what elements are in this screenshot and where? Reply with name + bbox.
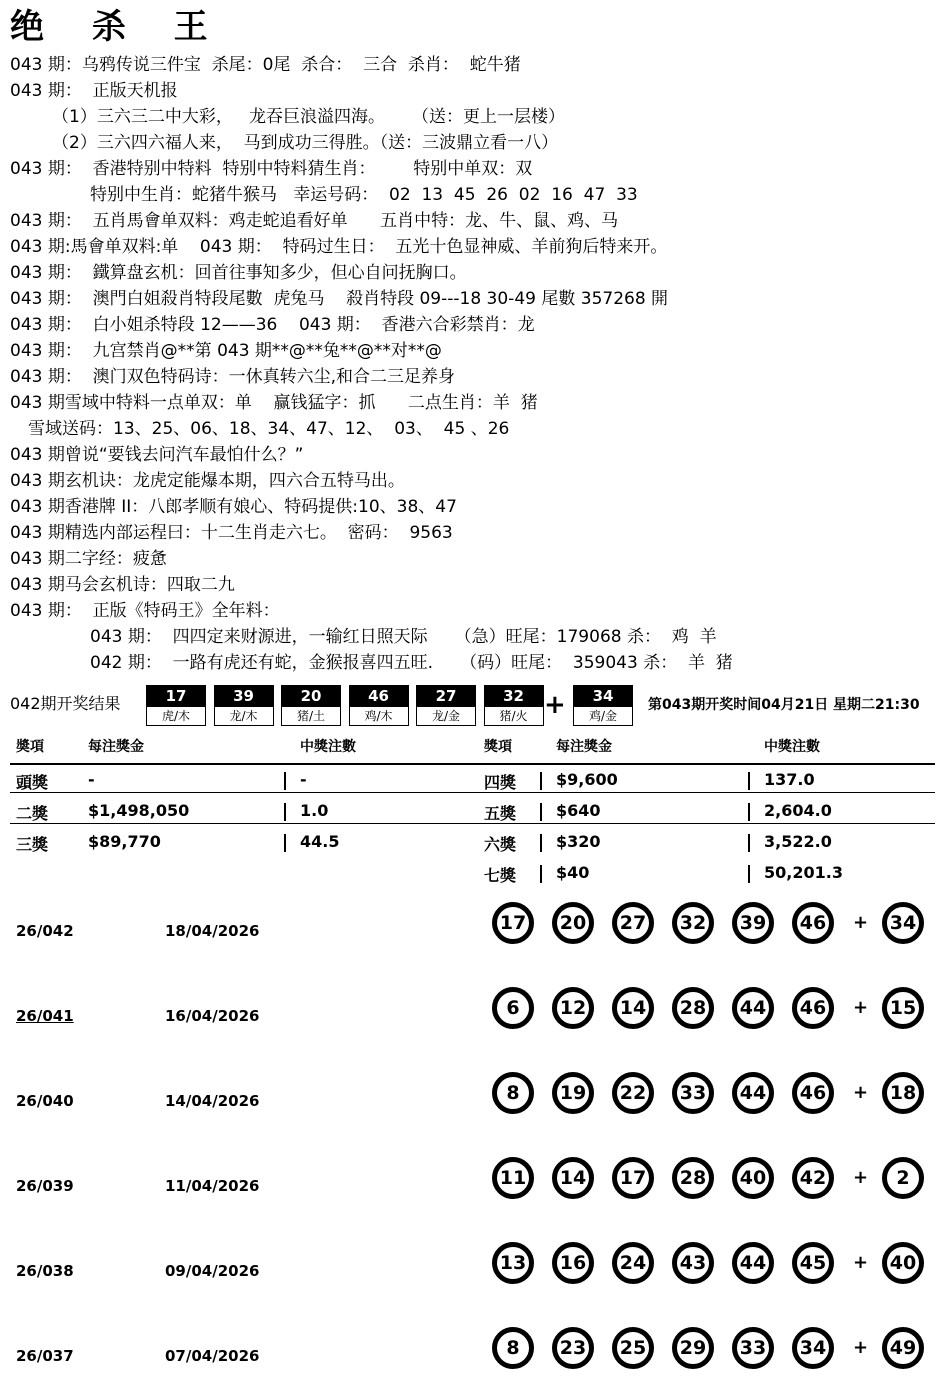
draw-period: 26/037 bbox=[16, 1347, 74, 1365]
result-ball bbox=[484, 685, 544, 727]
next-draw-info: 第043期开奖时间04月21日 星期二21:30 bbox=[648, 697, 920, 713]
text-line: 043 期：乌鸦传说三件宝 杀尾：0尾 杀合： 三合 杀肖： 蛇牛猪 bbox=[10, 55, 521, 75]
draw-period: 26/042 bbox=[16, 922, 74, 940]
draw-ball: 45 bbox=[792, 1242, 834, 1284]
prize-cell: $40 bbox=[556, 863, 590, 882]
prize-separator bbox=[284, 803, 286, 821]
text-line: 043 期： 香港特别中特料 特别中特料猜生肖： 特别中单双：双 bbox=[10, 159, 533, 179]
draw-ball: 29 bbox=[672, 1327, 714, 1369]
draw-ball: 13 bbox=[492, 1242, 534, 1284]
result-ball-zodiac: 鸡/金 bbox=[573, 707, 633, 726]
prize-separator bbox=[540, 803, 542, 821]
draw-ball: 32 bbox=[672, 902, 714, 944]
draw-special-ball: 34 bbox=[882, 902, 924, 944]
draw-ball: 14 bbox=[612, 987, 654, 1029]
prize-cell: $320 bbox=[556, 832, 601, 851]
result-ball-zodiac: 猪/土 bbox=[281, 707, 341, 726]
prize-cell: 頭獎 bbox=[16, 773, 49, 792]
draw-ball: 14 bbox=[552, 1157, 594, 1199]
draw-ball: 40 bbox=[732, 1157, 774, 1199]
text-line: 043 期雪域中特料一点单双：单 赢钱猛字：抓 二点生肖：羊 猪 bbox=[10, 393, 538, 413]
result-ball bbox=[214, 685, 274, 727]
draw-date: 09/04/2026 bbox=[165, 1262, 260, 1280]
prize-divider bbox=[10, 763, 935, 765]
prize-cell: 七獎 bbox=[484, 866, 517, 885]
draw-plus: + bbox=[853, 1167, 869, 1188]
draw-ball: 20 bbox=[552, 902, 594, 944]
draw-ball: 42 bbox=[792, 1157, 834, 1199]
draw-plus: + bbox=[853, 997, 869, 1018]
prize-cell: 五獎 bbox=[484, 804, 517, 823]
draw-plus: + bbox=[853, 1082, 869, 1103]
draw-ball: 8 bbox=[492, 1327, 534, 1369]
text-line: 043 期： 澳门双色特码诗：一休真转六尘,和合二三足养身 bbox=[10, 367, 456, 387]
prize-divider bbox=[10, 792, 935, 793]
draw-row bbox=[0, 1153, 943, 1223]
prize-cell: 50,201.3 bbox=[764, 863, 843, 882]
draw-row bbox=[0, 1068, 943, 1138]
prize-cell: 六獎 bbox=[484, 835, 517, 854]
result-ball bbox=[146, 685, 206, 727]
text-line: 042 期： 一路有虎还有蛇，金猴报喜四五旺. （码）旺尾： 359043 杀： 羊 猪 bbox=[90, 653, 733, 673]
result-ball bbox=[349, 685, 409, 727]
result-ball-zodiac: 鸡/木 bbox=[349, 707, 409, 726]
draw-ball: 46 bbox=[792, 902, 834, 944]
prize-header: 獎項 bbox=[484, 739, 512, 755]
text-line: 雪域送码：13、25、06、18、34、47、12、 03、 45 、26 bbox=[28, 419, 510, 439]
draw-ball: 23 bbox=[552, 1327, 594, 1369]
prize-cell: 2,604.0 bbox=[764, 801, 832, 820]
prize-cell: 3,522.0 bbox=[764, 832, 832, 851]
text-line: 043 期： 四四定来财源进，一输红日照天际 （急）旺尾：179068 杀： 鸡 羊 bbox=[90, 627, 717, 647]
draw-date: 16/04/2026 bbox=[165, 1007, 260, 1025]
text-line: 043 期： 正版天机报 bbox=[10, 81, 178, 101]
draw-plus: + bbox=[853, 1337, 869, 1358]
draw-ball: 39 bbox=[732, 902, 774, 944]
draw-ball: 33 bbox=[732, 1327, 774, 1369]
prize-separator bbox=[284, 834, 286, 852]
text-line: 043 期精选内部运程曰：十二生肖走六七。 密码： 9563 bbox=[10, 523, 453, 543]
draw-row bbox=[0, 1238, 943, 1308]
draw-ball: 28 bbox=[672, 987, 714, 1029]
draw-plus: + bbox=[853, 912, 869, 933]
draw-ball: 44 bbox=[732, 1242, 774, 1284]
prize-header: 每注獎金 bbox=[88, 739, 144, 755]
draw-period: 26/038 bbox=[16, 1262, 74, 1280]
results-plus: + bbox=[544, 690, 566, 720]
prize-header: 中獎注數 bbox=[764, 739, 820, 755]
draw-date: 14/04/2026 bbox=[165, 1092, 260, 1110]
draw-ball: 27 bbox=[612, 902, 654, 944]
result-ball-number: 20 bbox=[281, 685, 341, 707]
result-ball-zodiac: 虎/木 bbox=[146, 707, 206, 726]
result-ball-number: 17 bbox=[146, 685, 206, 707]
results-label: 042期开奖结果 bbox=[10, 694, 121, 713]
draw-ball: 19 bbox=[552, 1072, 594, 1114]
draw-date: 07/04/2026 bbox=[165, 1347, 260, 1365]
draw-period: 26/041 bbox=[16, 1007, 74, 1025]
draw-ball: 44 bbox=[732, 987, 774, 1029]
draw-ball: 12 bbox=[552, 987, 594, 1029]
result-ball bbox=[416, 685, 476, 727]
prize-cell: 137.0 bbox=[764, 770, 815, 789]
draw-special-ball: 40 bbox=[882, 1242, 924, 1284]
draw-ball: 46 bbox=[792, 1072, 834, 1114]
text-line: 043 期： 澳門白姐殺肖特段尾數 虎兔马 殺肖特段 09---18 30-49 尾數 357268 開 bbox=[10, 289, 669, 309]
draw-ball: 17 bbox=[492, 902, 534, 944]
draw-special-ball: 2 bbox=[882, 1157, 924, 1199]
prize-cell: $1,498,050 bbox=[88, 801, 190, 820]
draw-ball: 22 bbox=[612, 1072, 654, 1114]
draw-ball: 8 bbox=[492, 1072, 534, 1114]
text-line: 043 期马会玄机诗：四取二九 bbox=[10, 575, 235, 595]
result-ball-zodiac: 龙/木 bbox=[214, 707, 274, 726]
draw-special-ball: 15 bbox=[882, 987, 924, 1029]
draw-ball: 16 bbox=[552, 1242, 594, 1284]
text-line: 043 期香港牌 II：八郎孝顺有娘心、特码提供:10、38、47 bbox=[10, 497, 457, 517]
draw-ball: 34 bbox=[792, 1327, 834, 1369]
draw-ball: 43 bbox=[672, 1242, 714, 1284]
result-ball-number: 39 bbox=[214, 685, 274, 707]
text-line: 043 期： 正版《特码王》全年料： bbox=[10, 601, 280, 621]
result-ball-zodiac: 猪/火 bbox=[484, 707, 544, 726]
prize-header: 中獎注數 bbox=[300, 739, 356, 755]
draw-ball: 44 bbox=[732, 1072, 774, 1114]
draw-ball: 24 bbox=[612, 1242, 654, 1284]
text-line: （2）三六四六福人来， 马到成功三得胜。（送：三波鼎立看一八） bbox=[52, 133, 559, 153]
draw-plus: + bbox=[853, 1252, 869, 1273]
draw-ball: 6 bbox=[492, 987, 534, 1029]
draw-period: 26/040 bbox=[16, 1092, 74, 1110]
prize-separator bbox=[748, 772, 750, 790]
text-line: 043 期： 九宫禁肖@**第 043 期**@**兔**@**对**@ bbox=[10, 341, 442, 361]
text-line: 043 期： 鐵算盘玄机：回首往事知多少，但心自问抚胸口。 bbox=[10, 263, 467, 283]
text-line: 043 期玄机诀：龙虎定能爆本期，四六合五特马出。 bbox=[10, 471, 405, 491]
draw-period: 26/039 bbox=[16, 1177, 74, 1195]
draw-date: 11/04/2026 bbox=[165, 1177, 260, 1195]
draw-row bbox=[0, 898, 943, 968]
prize-cell: - bbox=[88, 770, 95, 789]
prize-header: 每注獎金 bbox=[556, 739, 612, 755]
prize-separator bbox=[540, 834, 542, 852]
draw-date: 18/04/2026 bbox=[165, 922, 260, 940]
prize-separator bbox=[540, 772, 542, 790]
result-ball-number: 34 bbox=[573, 685, 633, 707]
result-ball bbox=[281, 685, 341, 727]
prize-separator bbox=[748, 865, 750, 883]
result-ball-zodiac: 龙/金 bbox=[416, 707, 476, 726]
prize-cell: $89,770 bbox=[88, 832, 161, 851]
draw-ball: 11 bbox=[492, 1157, 534, 1199]
draw-special-ball: 49 bbox=[882, 1327, 924, 1369]
text-line: 特别中生肖：蛇猪牛猴马 幸运号码： 02 13 45 26 02 16 47 33 bbox=[90, 185, 638, 205]
page-title: 绝 杀 王 bbox=[10, 7, 226, 47]
prize-cell: $9,600 bbox=[556, 770, 618, 789]
text-line: （1）三六三二中大彩， 龙吞巨浪溢四海。 （送：更上一层楼） bbox=[52, 107, 566, 127]
draw-ball: 33 bbox=[672, 1072, 714, 1114]
text-line: 043 期曾说“要钱去问汽车最怕什么？” bbox=[10, 445, 304, 465]
text-line: 043 期： 白小姐杀特段 12——36 043 期： 香港六合彩禁肖：龙 bbox=[10, 315, 535, 335]
prize-separator bbox=[284, 772, 286, 790]
draw-row bbox=[0, 1323, 943, 1393]
draw-ball: 46 bbox=[792, 987, 834, 1029]
prize-separator bbox=[540, 865, 542, 883]
prize-cell: 三獎 bbox=[16, 835, 49, 854]
prize-cell: 44.5 bbox=[300, 832, 340, 851]
text-line: 043 期： 五肖馬會单双料：鸡走蛇追看好单 五肖中特：龙、牛、鼠、鸡、马 bbox=[10, 211, 619, 231]
result-special-ball bbox=[573, 685, 633, 727]
draw-ball: 28 bbox=[672, 1157, 714, 1199]
prize-separator bbox=[748, 803, 750, 821]
prize-cell: - bbox=[300, 770, 307, 789]
draw-ball: 25 bbox=[612, 1327, 654, 1369]
result-ball-number: 46 bbox=[349, 685, 409, 707]
prize-cell: $640 bbox=[556, 801, 601, 820]
prize-header: 奬項 bbox=[16, 739, 44, 755]
draw-row bbox=[0, 983, 943, 1053]
text-line: 043 期:馬會单双料:单 043 期： 特码过生日： 五光十色显神威、羊前狗后特来开。 bbox=[10, 237, 668, 257]
prize-cell: 二獎 bbox=[16, 804, 49, 823]
text-line: 043 期二字经：疲惫 bbox=[10, 549, 167, 569]
prize-divider bbox=[10, 823, 935, 824]
result-ball-number: 32 bbox=[484, 685, 544, 707]
draw-ball: 17 bbox=[612, 1157, 654, 1199]
prize-cell: 四獎 bbox=[484, 773, 517, 792]
prize-separator bbox=[748, 834, 750, 852]
result-ball-number: 27 bbox=[416, 685, 476, 707]
draw-special-ball: 18 bbox=[882, 1072, 924, 1114]
prize-cell: 1.0 bbox=[300, 801, 329, 820]
